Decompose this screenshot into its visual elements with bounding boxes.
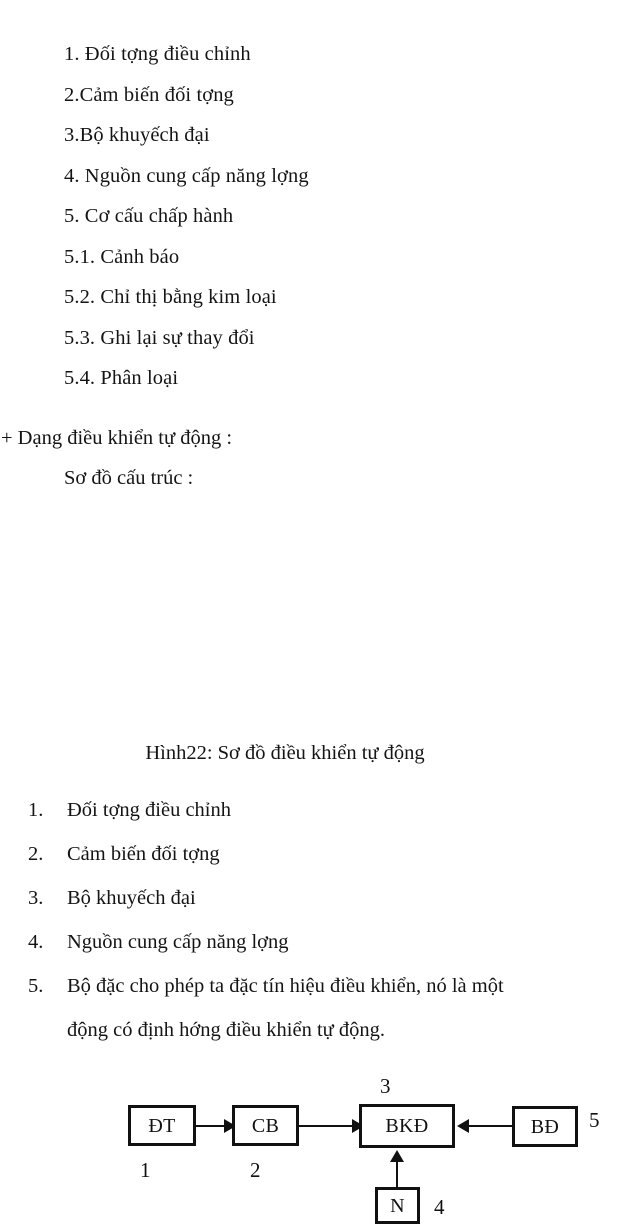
- arrowhead-into-bkd-bottom: [390, 1150, 404, 1162]
- list-item-number: 5.: [28, 975, 44, 997]
- connector-cb-to-bkd: [299, 1125, 355, 1127]
- top-numbered-list: [0, 34, 626, 399]
- list-item-number: 4.: [28, 931, 44, 953]
- list-item: 3.Bộ khuyếch đại: [64, 124, 210, 146]
- diagram-number-3: 3: [380, 1074, 391, 1098]
- list-item: 5.1. Cảnh báo: [64, 245, 180, 268]
- diagram-box-n[interactable]: [375, 1187, 420, 1224]
- diagram-box-dt[interactable]: [128, 1105, 196, 1146]
- diagram-number-2: 2: [250, 1158, 261, 1182]
- list-item: [0, 876, 626, 920]
- list-item-number: 1.: [28, 799, 44, 821]
- list-item-continuation: động có định hớng điều khiển tự động.: [67, 1019, 386, 1041]
- bottom-numbered-list: [0, 788, 626, 1052]
- list-item: [0, 964, 626, 1008]
- list-item-label: Cảm biến đối tợng: [67, 843, 220, 865]
- list-item: [0, 788, 626, 832]
- list-item: 5.2. Chỉ thị bằng kim loại: [64, 286, 277, 308]
- list-item: [0, 920, 626, 964]
- connector-n-to-bkd: [396, 1159, 398, 1189]
- section-subheading: Sơ đồ cấu trúc :: [64, 467, 194, 489]
- list-item-label: Nguồn cung cấp năng lợng: [67, 931, 289, 953]
- diagram-box-label: BĐ: [530, 1115, 560, 1138]
- diagram-number-4: 4: [434, 1195, 445, 1219]
- list-item: 5.3. Ghi lại sự thay đổi: [64, 326, 255, 349]
- list-item: 5. Cơ cấu chấp hành: [64, 205, 234, 227]
- list-item: 5.4. Phân loại: [64, 367, 179, 389]
- connector-bd-to-bkd: [468, 1125, 513, 1127]
- diagram-box-cb[interactable]: [232, 1105, 299, 1146]
- connector-dt-to-cb: [196, 1125, 226, 1127]
- list-item-number: 3.: [28, 887, 44, 909]
- diagram-number-1: 1: [140, 1158, 151, 1182]
- diagram-box-label: ĐT: [148, 1114, 176, 1137]
- list-item-label: Bộ đặc cho phép ta đặc tín hiệu điều khiển, nó là một: [67, 975, 504, 997]
- diagram-box-label: CB: [251, 1114, 280, 1137]
- diagram-box-label: BKĐ: [385, 1115, 429, 1137]
- figure-caption: Hình22: Sơ đồ điều khiển tự động: [145, 742, 425, 764]
- diagram-box-label: N: [390, 1194, 405, 1217]
- list-item-label: Bộ khuyếch đại: [67, 887, 196, 909]
- list-item: 2.Cảm biến đối tợng: [64, 83, 234, 106]
- list-item: [0, 832, 626, 876]
- list-item-number: 2.: [28, 843, 44, 865]
- list-item-label: Đối tợng điều chỉnh: [67, 799, 231, 821]
- diagram-number-5: 5: [589, 1108, 600, 1132]
- diagram-box-bd[interactable]: [512, 1106, 578, 1147]
- arrowhead-into-bkd-right: [457, 1119, 469, 1133]
- list-item: 4. Nguồn cung cấp năng lợng: [64, 164, 309, 187]
- section-heading: + Dạng điều khiển tự động :: [1, 427, 233, 449]
- diagram-box-bkd[interactable]: [359, 1104, 455, 1148]
- list-item: 1. Đối tợng điều chỉnh: [64, 43, 251, 65]
